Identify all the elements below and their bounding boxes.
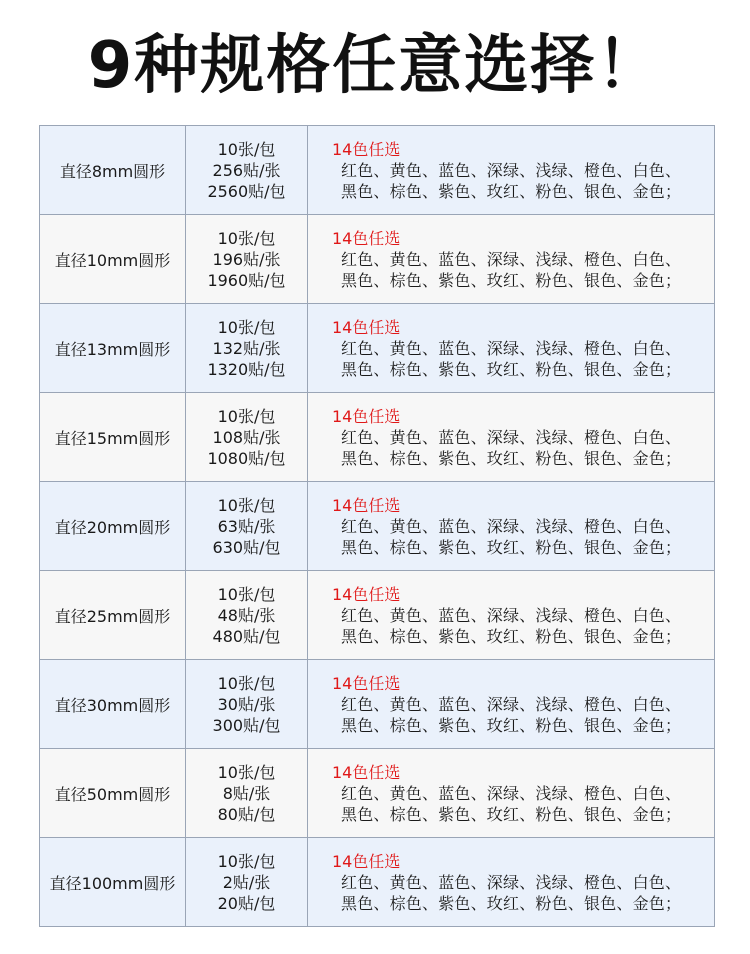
sheets-per-pack: 10张/包 bbox=[217, 584, 276, 604]
colors-list-line: 黑色、棕色、紫色、玫红、粉色、银色、金色； bbox=[341, 893, 682, 913]
sheets-per-pack: 10张/包 bbox=[217, 495, 276, 515]
size-cell: 直径20mm圆形 bbox=[40, 482, 186, 571]
colors-list-line: 黑色、棕色、紫色、玫红、粉色、银色、金色； bbox=[341, 715, 682, 735]
size-cell: 直径10mm圆形 bbox=[40, 215, 186, 304]
table-row bbox=[40, 126, 715, 215]
quantity-cell bbox=[186, 749, 308, 838]
colors-list-line: 红色、黄色、蓝色、深绿、浅绿、橙色、白色、 bbox=[341, 516, 682, 536]
stickers-per-sheet: 132贴/张 bbox=[212, 338, 281, 358]
stickers-per-sheet: 8贴/张 bbox=[222, 783, 271, 803]
stickers-per-pack: 300贴/包 bbox=[212, 715, 281, 735]
sheets-per-pack: 10张/包 bbox=[217, 139, 276, 159]
colors-heading: 14色任选 bbox=[332, 406, 401, 426]
stickers-per-pack: 1960贴/包 bbox=[207, 270, 286, 290]
colors-cell bbox=[308, 838, 715, 927]
colors-heading: 14色任选 bbox=[332, 495, 401, 515]
size-cell: 直径15mm圆形 bbox=[40, 393, 186, 482]
stickers-per-sheet: 256贴/张 bbox=[212, 160, 281, 180]
sheets-per-pack: 10张/包 bbox=[217, 673, 276, 693]
colors-cell bbox=[308, 215, 715, 304]
stickers-per-sheet: 196贴/张 bbox=[212, 249, 281, 269]
colors-list-line: 黑色、棕色、紫色、玫红、粉色、银色、金色； bbox=[341, 626, 682, 646]
colors-heading: 14色任选 bbox=[332, 851, 401, 871]
stickers-per-pack: 1080贴/包 bbox=[207, 448, 286, 468]
colors-cell bbox=[308, 304, 715, 393]
quantity-cell bbox=[186, 126, 308, 215]
colors-list-line: 红色、黄色、蓝色、深绿、浅绿、橙色、白色、 bbox=[341, 338, 682, 358]
colors-cell bbox=[308, 571, 715, 660]
colors-list-line: 黑色、棕色、紫色、玫红、粉色、银色、金色； bbox=[341, 537, 682, 557]
sheets-per-pack: 10张/包 bbox=[217, 406, 276, 426]
table-row bbox=[40, 482, 715, 571]
colors-list-line: 黑色、棕色、紫色、玫红、粉色、银色、金色； bbox=[341, 359, 682, 379]
colors-list-line: 红色、黄色、蓝色、深绿、浅绿、橙色、白色、 bbox=[341, 872, 682, 892]
table-row bbox=[40, 304, 715, 393]
table-row bbox=[40, 660, 715, 749]
stickers-per-pack: 630贴/包 bbox=[212, 537, 281, 557]
quantity-cell bbox=[186, 393, 308, 482]
table-row bbox=[40, 838, 715, 927]
colors-list-line: 黑色、棕色、紫色、玫红、粉色、银色、金色； bbox=[341, 181, 682, 201]
colors-list-line: 红色、黄色、蓝色、深绿、浅绿、橙色、白色、 bbox=[341, 160, 682, 180]
stickers-per-sheet: 30贴/张 bbox=[217, 694, 276, 714]
sheets-per-pack: 10张/包 bbox=[217, 762, 276, 782]
table-row bbox=[40, 393, 715, 482]
stickers-per-pack: 1320贴/包 bbox=[207, 359, 286, 379]
quantity-cell bbox=[186, 571, 308, 660]
sheets-per-pack: 10张/包 bbox=[217, 317, 276, 337]
table-row bbox=[40, 749, 715, 838]
colors-list-line: 红色、黄色、蓝色、深绿、浅绿、橙色、白色、 bbox=[341, 249, 682, 269]
stickers-per-pack: 480贴/包 bbox=[212, 626, 281, 646]
size-cell: 直径13mm圆形 bbox=[40, 304, 186, 393]
colors-list-line: 红色、黄色、蓝色、深绿、浅绿、橙色、白色、 bbox=[341, 783, 682, 803]
stickers-per-pack: 80贴/包 bbox=[217, 804, 276, 824]
colors-heading: 14色任选 bbox=[332, 673, 401, 693]
colors-cell bbox=[308, 749, 715, 838]
colors-list-line: 红色、黄色、蓝色、深绿、浅绿、橙色、白色、 bbox=[341, 605, 682, 625]
colors-heading: 14色任选 bbox=[332, 139, 401, 159]
colors-heading: 14色任选 bbox=[332, 762, 401, 782]
size-cell: 直径100mm圆形 bbox=[40, 838, 186, 927]
colors-list-line: 黑色、棕色、紫色、玫红、粉色、银色、金色； bbox=[341, 448, 682, 468]
quantity-cell bbox=[186, 482, 308, 571]
quantity-cell bbox=[186, 838, 308, 927]
colors-cell bbox=[308, 482, 715, 571]
size-cell: 直径8mm圆形 bbox=[40, 126, 186, 215]
stickers-per-sheet: 2贴/张 bbox=[222, 872, 271, 892]
colors-cell bbox=[308, 126, 715, 215]
colors-heading: 14色任选 bbox=[332, 317, 401, 337]
table-row bbox=[40, 215, 715, 304]
sheets-per-pack: 10张/包 bbox=[217, 228, 276, 248]
quantity-cell bbox=[186, 660, 308, 749]
stickers-per-sheet: 63贴/张 bbox=[217, 516, 276, 536]
colors-list-line: 黑色、棕色、紫色、玫红、粉色、银色、金色； bbox=[341, 270, 682, 290]
stickers-per-sheet: 108贴/张 bbox=[212, 427, 281, 447]
size-cell: 直径25mm圆形 bbox=[40, 571, 186, 660]
stickers-per-pack: 2560贴/包 bbox=[207, 181, 286, 201]
colors-cell bbox=[308, 393, 715, 482]
colors-list-line: 红色、黄色、蓝色、深绿、浅绿、橙色、白色、 bbox=[341, 694, 682, 714]
colors-cell bbox=[308, 660, 715, 749]
quantity-cell bbox=[186, 304, 308, 393]
table-row bbox=[40, 571, 715, 660]
sheets-per-pack: 10张/包 bbox=[217, 851, 276, 871]
colors-heading: 14色任选 bbox=[332, 584, 401, 604]
spec-table bbox=[39, 125, 715, 927]
quantity-cell bbox=[186, 215, 308, 304]
size-cell: 直径50mm圆形 bbox=[40, 749, 186, 838]
colors-list-line: 红色、黄色、蓝色、深绿、浅绿、橙色、白色、 bbox=[341, 427, 682, 447]
colors-heading: 14色任选 bbox=[332, 228, 401, 248]
spec-table-body bbox=[40, 126, 715, 927]
size-cell: 直径30mm圆形 bbox=[40, 660, 186, 749]
colors-list-line: 黑色、棕色、紫色、玫红、粉色、银色、金色； bbox=[341, 804, 682, 824]
stickers-per-pack: 20贴/包 bbox=[217, 893, 276, 913]
page-title: 9种规格任意选择！ bbox=[87, 29, 663, 103]
stickers-per-sheet: 48贴/张 bbox=[217, 605, 276, 625]
